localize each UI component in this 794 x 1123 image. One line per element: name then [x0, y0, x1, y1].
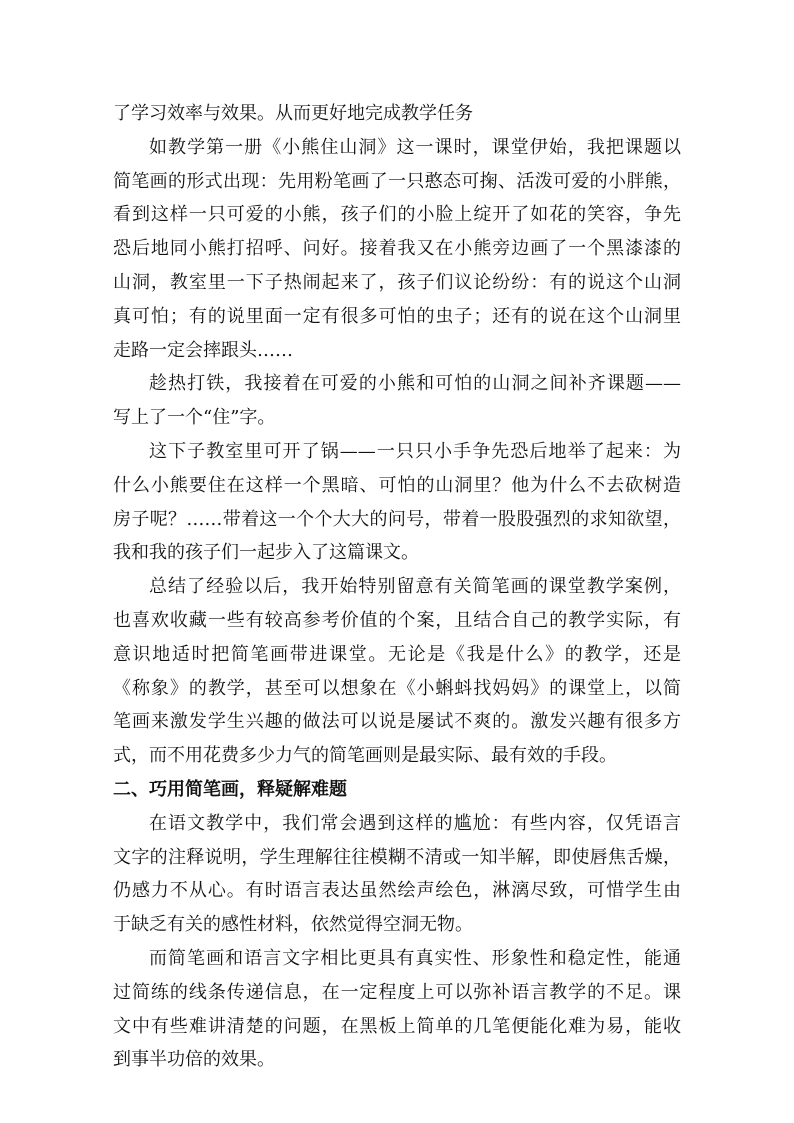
text-line: 在语文教学中，我们常会遇到这样的尴尬：有些内容，仅凭语言	[149, 812, 681, 834]
text-line: 简笔画的形式出现：先用粉笔画了一只憨态可掬、活泼可爱的小胖熊，	[113, 170, 681, 192]
text-line: 文字的注释说明，学生理解往往模糊不清或一知半解，即使唇焦舌燥，	[113, 846, 681, 868]
text-line: 趁热打铁，我接着在可爱的小熊和可怕的山洞之间补齐课题——	[149, 373, 681, 395]
text-line: 仍感力不从心。有时语言表达虽然绘声绘色，淋漓尽致，可惜学生由	[113, 880, 681, 902]
text-line: 过简练的线条传递信息，在一定程度上可以弥补语言教学的不足。课	[113, 981, 681, 1003]
text-line: 看到这样一只可爱的小熊，孩子们的小脸上绽开了如花的笑容，争先	[113, 204, 681, 226]
text-line: 我和我的孩子们一起步入了这篇课文。	[113, 542, 419, 564]
text-line: 也喜欢收藏一些有较高参考价值的个案，且结合自己的教学实际，有	[113, 609, 681, 631]
text-line: 意识地适时把简笔画带进课堂。无论是《我是什么》的教学，还是	[113, 643, 681, 665]
text-line: 了学习效率与效果。从而更好地完成教学任务	[113, 103, 473, 124]
text-line: 什么小熊要住在这样一个黑暗、可怕的山洞里？他为什么不去砍树造	[113, 474, 681, 496]
text-line: 到事半功倍的效果。	[113, 1049, 275, 1071]
text-line: 如教学第一册《小熊住山洞》这一课时，课堂伊始，我把课题以	[149, 136, 681, 158]
text-line: 文中有些难讲清楚的问题，在黑板上简单的几笔便能化难为易，能收	[113, 1015, 681, 1037]
text-line: 走路一定会摔跟头……	[113, 339, 293, 361]
text-line: 总结了经验以后，我开始特别留意有关简笔画的课堂教学案例，	[149, 576, 681, 598]
section-heading: 二、巧用简笔画，释疑解难题	[113, 778, 347, 800]
text-line: 于缺乏有关的感性材料，依然觉得空洞无物。	[113, 914, 473, 936]
text-line: 而简笔画和语言文字相比更具有真实性、形象性和稳定性，能通	[149, 947, 681, 969]
text-line: 式，而不用花费多少力气的简笔画则是最实际、最有效的手段。	[113, 745, 617, 767]
text-line: 写上了一个“住”字。	[113, 407, 276, 429]
text-line: 《称象》的教学，甚至可以想象在《小蝌蚪找妈妈》的课堂上，以简	[113, 677, 681, 699]
text-line: 房子呢？……带着这一个个大大的问号，带着一股股强烈的求知欲望，	[113, 508, 681, 530]
text-line: 这下子教室里可开了锅——一只只小手争先恐后地举了起来：为	[149, 440, 681, 462]
text-line: 恐后地同小熊打招呼、问好。接着我又在小熊旁边画了一个黑漆漆的	[113, 238, 681, 260]
text-line: 真可怕；有的说里面一定有很多可怕的虫子；还有的说在这个山洞里	[113, 305, 681, 327]
text-line: 笔画来激发学生兴趣的做法可以说是屡试不爽的。激发兴趣有很多方	[113, 711, 681, 733]
text-line: 山洞，教室里一下子热闹起来了，孩子们议论纷纷：有的说这个山洞	[113, 271, 681, 293]
document-body	[113, 97, 681, 1077]
